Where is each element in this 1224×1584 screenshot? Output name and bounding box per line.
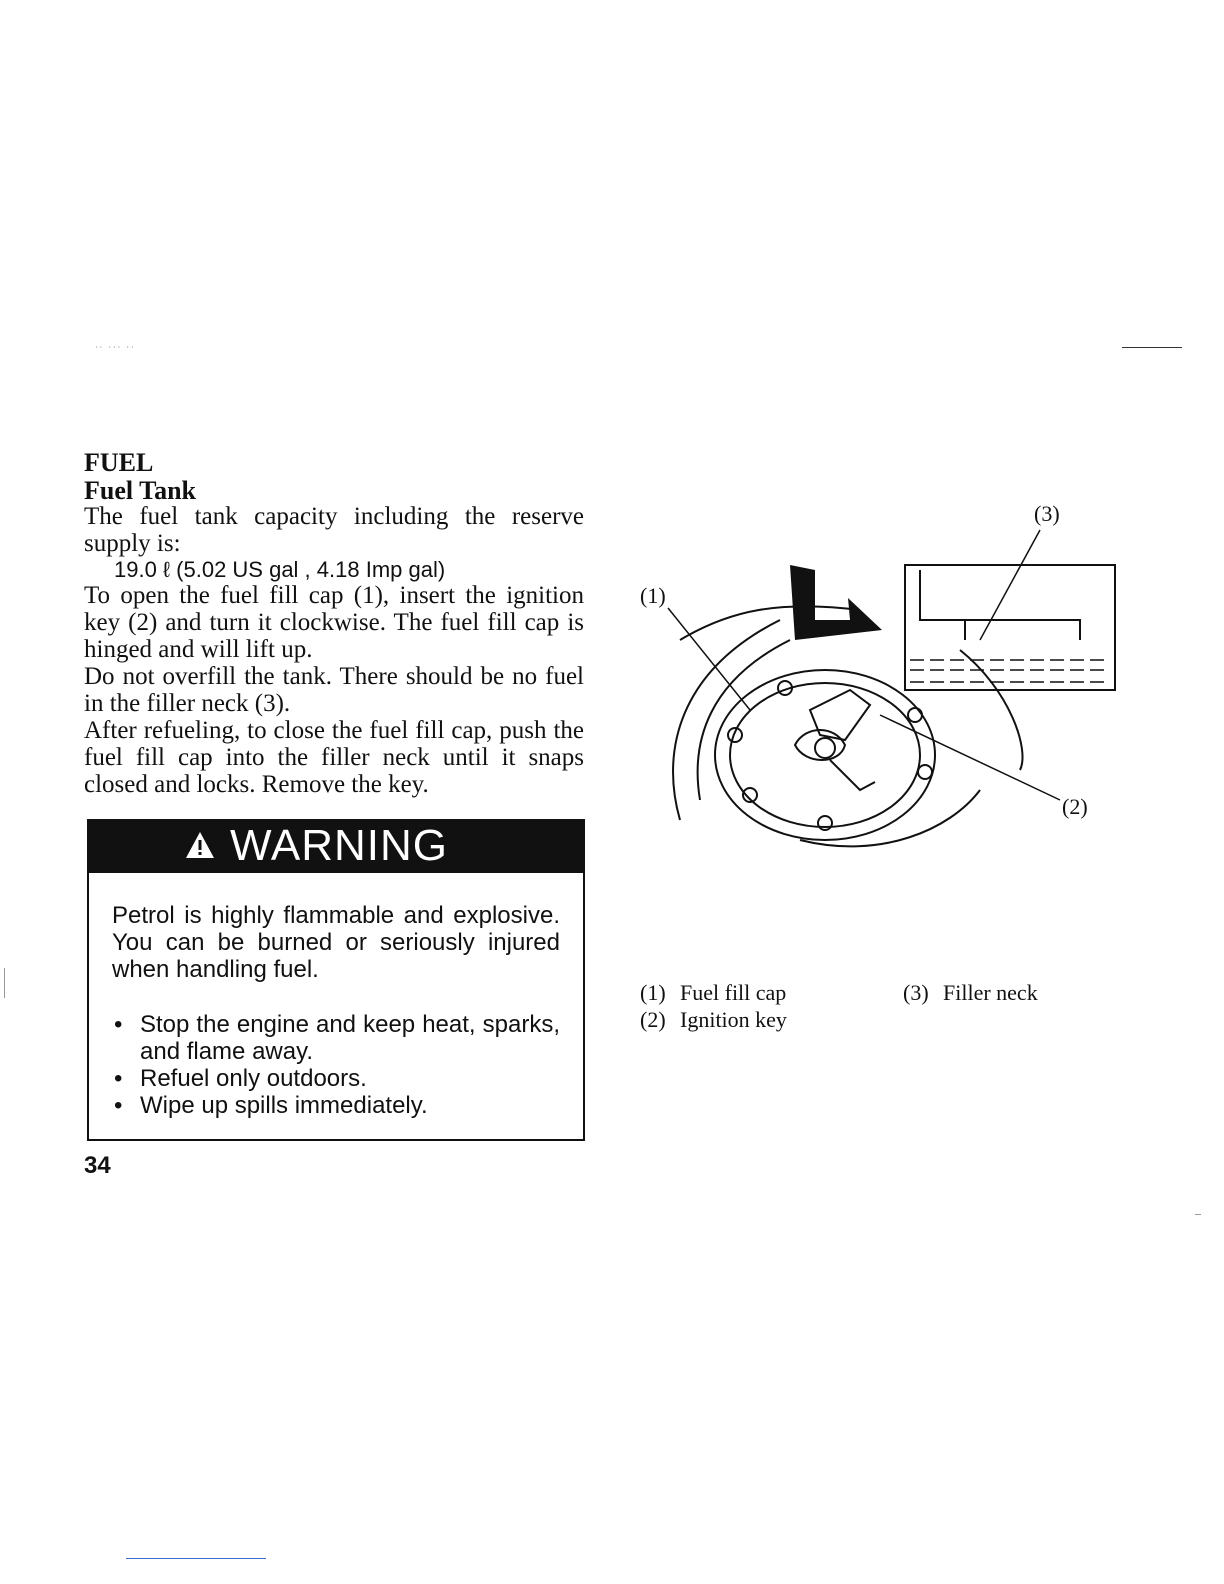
legend-item — [903, 980, 1038, 1006]
open-instructions-paragraph: To open the fuel fill cap (1), insert the ignition key (2) and turn it clockwise. The fuel fill cap is hinged and will lift up. — [84, 582, 584, 663]
warning-header — [87, 819, 585, 873]
callout-3: (3) — [1034, 501, 1060, 526]
warning-bullet — [114, 1011, 560, 1065]
legend-number: (1) — [640, 980, 666, 1005]
legend-item — [640, 980, 786, 1006]
warning-title: WARNING — [230, 821, 449, 870]
warning-triangle-icon — [185, 831, 215, 864]
top-rule — [1122, 347, 1182, 348]
legend-label: Ignition key — [680, 1007, 787, 1032]
warning-bullet — [114, 1065, 560, 1092]
callout-2: (2) — [1062, 794, 1088, 819]
bullet-dot-icon: • — [114, 1011, 123, 1038]
bullet-dot-icon: • — [114, 1092, 123, 1119]
callout-1: (1) — [640, 583, 666, 608]
scan-edge-mark — [4, 968, 5, 998]
section-title: FUEL — [84, 448, 154, 477]
legend-label: Fuel fill cap — [680, 980, 787, 1005]
bullet-dot-icon: • — [114, 1065, 123, 1092]
capacity-paragraph: The fuel tank capacity including the reserve supply is: — [84, 503, 584, 557]
capacity-spec: 19.0 ℓ (5.02 US gal , 4.18 Imp gal) — [114, 557, 446, 582]
page-number: 34 — [84, 1152, 111, 1179]
subsection-title: Fuel Tank — [84, 476, 197, 505]
warning-bullet-text: Refuel only outdoors. — [140, 1065, 367, 1092]
warning-bullet-text: Stop the engine and keep heat, sparks, and flame away. — [140, 1011, 560, 1065]
legend-label: Filler neck — [943, 980, 1038, 1005]
legend-item — [640, 1007, 787, 1033]
legend-number: (3) — [903, 980, 929, 1005]
bottom-rule — [126, 1558, 266, 1559]
scan-edge-mark — [1195, 1214, 1201, 1215]
legend-number: (2) — [640, 1007, 666, 1032]
warning-bullet — [114, 1092, 560, 1119]
close-instructions-paragraph: After refueling, to close the fuel fill cap, push the fuel fill cap into the filler neck until it snaps closed and locks. Remove the key. — [84, 717, 584, 798]
overfill-paragraph: Do not overfill the tank. There should be no fuel in the filler neck (3). — [84, 663, 584, 717]
warning-text: Petrol is highly flammable and explosive. You can be burned or seriously injured when handling fuel. — [112, 902, 560, 983]
scan-artifact-marks: ·· ··· ·· — [95, 343, 136, 352]
warning-bullet-text: Wipe up spills immediately. — [140, 1092, 428, 1119]
fuel-cap-illustration — [620, 490, 1120, 890]
